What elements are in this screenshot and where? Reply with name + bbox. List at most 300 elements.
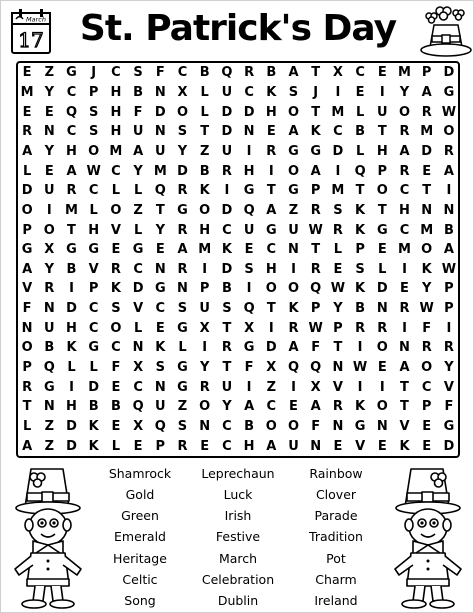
grid-letter[interactable]: I [202,340,208,356]
grid-letter[interactable]: A [310,163,321,179]
grid-letter[interactable]: C [399,222,410,238]
grid-letter[interactable]: N [332,419,344,435]
grid-letter[interactable]: V [22,281,33,297]
grid-letter[interactable]: K [221,242,232,258]
grid-letter[interactable]: F [111,360,121,376]
grid-letter[interactable]: R [310,261,321,277]
grid-letter[interactable]: U [199,301,210,317]
grid-letter[interactable]: O [398,104,411,120]
grid-letter[interactable]: K [88,419,99,435]
grid-letter[interactable]: O [265,281,277,297]
grid-letter[interactable]: X [332,65,343,81]
grid-letter[interactable]: T [67,222,76,238]
grid-letter[interactable]: O [110,202,122,218]
grid-letter[interactable]: U [132,124,144,140]
grid-letter[interactable]: R [110,261,121,277]
grid-letter[interactable]: J [313,84,319,100]
grid-letter[interactable]: U [44,183,55,199]
grid-letter[interactable]: X [310,379,321,395]
grid-letter[interactable]: X [266,360,277,376]
grid-letter[interactable]: S [355,261,365,277]
grid-letter[interactable]: R [221,163,232,179]
grid-letter[interactable]: N [43,399,55,415]
grid-letter[interactable]: R [66,183,77,199]
grid-letter[interactable]: I [246,379,252,395]
grid-letter[interactable]: B [199,65,210,81]
grid-letter[interactable]: H [265,261,277,277]
grid-letter[interactable]: M [198,242,212,258]
grid-letter[interactable]: K [355,281,366,297]
grid-letter[interactable]: I [357,340,363,356]
grid-letter[interactable]: N [376,419,388,435]
grid-letter[interactable]: Z [133,202,143,218]
grid-letter[interactable]: S [177,301,188,317]
grid-letter[interactable]: L [22,163,32,179]
grid-letter[interactable]: N [376,301,388,317]
grid-letter[interactable]: A [22,261,33,277]
grid-letter[interactable]: K [399,438,410,454]
grid-letter[interactable]: F [311,419,321,435]
grid-letter[interactable]: Z [288,202,299,218]
grid-letter[interactable]: G [288,143,299,159]
grid-letter[interactable]: R [266,143,277,159]
grid-letter[interactable]: S [177,124,188,140]
grid-letter[interactable]: Y [177,143,188,159]
grid-letter[interactable]: C [266,242,277,258]
grid-letter[interactable]: U [288,222,299,238]
grid-letter[interactable]: I [402,261,407,277]
grid-letter[interactable]: Y [44,261,54,277]
grid-letter[interactable]: I [69,281,74,297]
grid-letter[interactable]: R [288,320,299,336]
grid-letter[interactable]: D [132,281,144,297]
grid-letter[interactable]: H [66,399,77,415]
grid-letter[interactable]: U [288,438,299,454]
grid-letter[interactable]: C [88,183,99,199]
grid-letter[interactable]: A [22,143,33,159]
grid-letter[interactable]: R [22,379,33,395]
grid-letter[interactable]: L [89,360,98,376]
grid-letter[interactable]: S [111,301,121,317]
grid-letter[interactable]: H [243,163,255,179]
grid-letter[interactable]: K [88,438,99,454]
grid-letter[interactable]: E [400,281,409,297]
grid-letter[interactable]: H [88,222,100,238]
grid-letter[interactable]: N [399,340,410,356]
grid-letter[interactable]: I [402,320,407,336]
grid-letter[interactable]: Y [333,301,343,317]
grid-letter[interactable]: T [377,124,387,140]
grid-letter[interactable]: O [443,124,455,140]
grid-letter[interactable]: B [199,163,210,179]
grid-letter[interactable]: K [155,340,166,356]
grid-letter[interactable]: T [400,399,409,415]
grid-letter[interactable]: C [66,84,77,100]
grid-letter[interactable]: N [199,419,211,435]
grid-letter[interactable]: O [421,242,433,258]
grid-letter[interactable]: E [111,242,121,258]
grid-letter[interactable]: L [355,143,365,159]
grid-letter[interactable]: P [88,281,99,297]
grid-letter[interactable]: D [421,143,433,159]
grid-letter[interactable]: C [399,183,410,199]
grid-letter[interactable]: G [66,65,77,81]
grid-letter[interactable]: O [376,399,388,415]
grid-letter[interactable]: G [443,84,455,100]
grid-letter[interactable]: Y [421,281,432,297]
grid-letter[interactable]: E [133,438,143,454]
grid-letter[interactable]: V [133,301,144,317]
grid-letter[interactable]: Q [154,419,166,435]
grid-letter[interactable]: A [266,202,277,218]
grid-letter[interactable]: P [421,65,432,81]
grid-letter[interactable]: Q [243,202,255,218]
grid-letter[interactable]: Q [132,399,144,415]
grid-letter[interactable]: C [244,84,254,100]
grid-letter[interactable]: S [222,301,232,317]
grid-letter[interactable]: N [154,124,166,140]
grid-letter[interactable]: P [444,301,454,317]
grid-letter[interactable]: P [355,242,365,258]
grid-letter[interactable]: I [379,379,385,395]
grid-letter[interactable]: J [91,65,97,81]
grid-letter[interactable]: E [377,65,387,81]
grid-letter[interactable]: C [222,438,232,454]
grid-letter[interactable]: O [21,340,33,356]
grid-letter[interactable]: Q [65,104,78,120]
grid-letter[interactable]: I [268,320,274,336]
grid-letter[interactable]: G [132,242,144,258]
grid-letter[interactable]: C [355,65,365,81]
grid-letter[interactable]: K [310,124,321,140]
grid-letter[interactable]: G [354,419,366,435]
grid-letter[interactable]: I [335,84,341,100]
grid-letter[interactable]: C [222,222,232,238]
grid-letter[interactable]: H [110,84,122,100]
grid-letter[interactable]: W [441,104,457,120]
grid-letter[interactable]: Y [133,163,143,179]
grid-letter[interactable]: E [377,438,387,454]
grid-letter[interactable]: L [22,419,32,435]
grid-letter[interactable]: C [133,379,143,395]
grid-letter[interactable]: P [444,281,454,297]
grid-letter[interactable]: Z [177,399,188,415]
grid-letter[interactable]: K [421,261,432,277]
grid-letter[interactable]: A [288,65,299,81]
grid-letter[interactable]: T [311,65,321,81]
grid-letter[interactable]: N [132,340,144,356]
grid-letter[interactable]: R [244,65,255,81]
grid-letter[interactable]: T [155,202,165,218]
grid-letter[interactable]: Y [399,84,410,100]
grid-letter[interactable]: Z [199,143,210,159]
grid-letter[interactable]: E [377,242,387,258]
grid-letter[interactable]: O [21,202,33,218]
grid-letter[interactable]: I [379,84,385,100]
grid-letter[interactable]: C [155,301,166,317]
grid-letter[interactable]: C [222,419,232,435]
grid-letter[interactable]: V [399,419,410,435]
grid-letter[interactable]: F [155,65,165,81]
grid-letter[interactable]: L [355,104,365,120]
grid-letter[interactable]: D [443,65,455,81]
grid-letter[interactable]: A [310,399,321,415]
grid-letter[interactable]: D [332,143,344,159]
grid-letter[interactable]: D [221,202,233,218]
grid-letter[interactable]: D [221,261,233,277]
grid-letter[interactable]: O [376,340,388,356]
grid-letter[interactable]: F [444,399,454,415]
grid-letter[interactable]: T [333,340,343,356]
grid-letter[interactable]: D [21,183,33,199]
grid-letter[interactable]: T [200,124,210,140]
grid-letter[interactable]: B [66,261,77,277]
grid-letter[interactable]: H [66,320,77,336]
grid-letter[interactable]: F [311,340,321,356]
grid-letter[interactable]: I [446,183,452,199]
grid-letter[interactable]: L [200,104,209,120]
grid-letter[interactable]: B [133,84,144,100]
grid-letter[interactable]: M [331,183,345,199]
grid-letter[interactable]: G [21,242,33,258]
grid-letter[interactable]: G [88,340,100,356]
grid-letter[interactable]: M [20,84,34,100]
grid-letter[interactable]: X [44,242,55,258]
grid-letter[interactable]: O [287,163,300,179]
grid-letter[interactable]: Y [155,222,165,238]
grid-letter[interactable]: A [288,124,299,140]
grid-letter[interactable]: D [177,163,188,179]
grid-letter[interactable]: A [443,242,454,258]
grid-letter[interactable]: M [398,65,411,81]
grid-letter[interactable]: N [310,438,322,454]
grid-letter[interactable]: E [244,242,254,258]
grid-letter[interactable]: D [66,438,77,454]
grid-letter[interactable]: Q [43,360,55,376]
grid-letter[interactable]: O [287,419,300,435]
grid-letter[interactable]: O [287,281,300,297]
grid-letter[interactable]: H [243,438,255,454]
grid-letter[interactable]: C [133,261,143,277]
grid-letter[interactable]: R [22,124,33,140]
grid-letter[interactable]: E [355,84,365,100]
grid-letter[interactable]: E [111,419,121,435]
grid-letter[interactable]: B [244,419,255,435]
grid-letter[interactable]: B [355,124,366,140]
grid-letter[interactable]: C [421,379,432,395]
grid-letter[interactable]: Y [444,360,454,376]
grid-letter[interactable]: Q [310,360,322,376]
grid-letter[interactable]: P [22,360,32,376]
grid-letter[interactable]: T [311,104,321,120]
grid-letter[interactable]: S [89,124,99,140]
grid-letter[interactable]: U [221,379,233,395]
grid-letter[interactable]: D [154,104,166,120]
grid-letter[interactable]: D [243,104,255,120]
grid-letter[interactable]: L [178,340,187,356]
grid-letter[interactable]: G [310,143,322,159]
grid-letter[interactable]: P [199,281,210,297]
grid-letter[interactable]: L [133,222,143,238]
grid-letter[interactable]: W [308,320,323,336]
grid-letter[interactable]: I [446,320,452,336]
grid-letter[interactable]: M [153,163,167,179]
grid-letter[interactable]: G [43,379,55,395]
grid-letter[interactable]: S [155,360,165,376]
grid-letter[interactable]: P [333,320,343,336]
grid-letter[interactable]: B [355,301,366,317]
grid-letter[interactable]: L [67,360,76,376]
grid-letter[interactable]: I [224,183,230,199]
grid-letter[interactable]: B [443,222,454,238]
grid-letter[interactable]: I [335,163,341,179]
grid-letter[interactable]: I [246,143,252,159]
grid-letter[interactable]: T [422,183,432,199]
grid-letter[interactable]: G [177,202,188,218]
grid-letter[interactable]: G [66,242,77,258]
grid-letter[interactable]: N [243,124,255,140]
grid-letter[interactable]: R [443,143,454,159]
grid-letter[interactable]: D [66,301,77,317]
grid-letter[interactable]: G [243,340,255,356]
grid-letter[interactable]: R [377,320,388,336]
grid-letter[interactable]: E [377,360,387,376]
grid-letter[interactable]: S [288,84,299,100]
grid-letter[interactable]: M [109,143,123,159]
grid-letter[interactable]: U [221,143,233,159]
grid-letter[interactable]: B [88,399,99,415]
grid-letter[interactable]: I [291,379,296,395]
grid-letter[interactable]: R [421,104,432,120]
grid-letter[interactable]: Y [44,143,54,159]
grid-letter[interactable]: E [200,438,210,454]
grid-letter[interactable]: K [355,222,366,238]
grid-letter[interactable]: N [154,261,166,277]
grid-letter[interactable]: E [333,438,343,454]
grid-letter[interactable]: W [308,222,323,238]
grid-letter[interactable]: D [221,104,233,120]
grid-letter[interactable]: D [265,340,277,356]
grid-letter[interactable]: Q [354,163,366,179]
grid-letter[interactable]: G [88,242,100,258]
grid-letter[interactable]: S [177,419,188,435]
grid-letter[interactable]: R [355,320,366,336]
grid-letter[interactable]: E [111,379,121,395]
grid-letter[interactable]: A [266,438,277,454]
grid-letter[interactable]: S [133,65,143,81]
grid-letter[interactable]: O [199,399,211,415]
grid-letter[interactable]: E [422,438,432,454]
grid-letter[interactable]: E [22,104,32,120]
grid-letter[interactable]: R [399,124,410,140]
grid-letter[interactable]: R [332,399,343,415]
grid-letter[interactable]: R [44,281,55,297]
grid-letter[interactable]: I [291,261,296,277]
grid-letter[interactable]: R [177,438,188,454]
grid-letter[interactable]: V [332,379,343,395]
grid-letter[interactable]: D [221,124,233,140]
grid-letter[interactable]: C [266,399,277,415]
grid-letter[interactable]: T [311,242,321,258]
grid-letter[interactable]: H [376,143,388,159]
grid-letter[interactable]: X [199,320,210,336]
grid-letter[interactable]: O [287,104,300,120]
grid-letter[interactable]: C [111,340,121,356]
grid-letter[interactable]: H [399,202,410,218]
grid-letter[interactable]: T [222,320,232,336]
grid-letter[interactable]: K [355,399,366,415]
grid-letter[interactable]: C [88,301,99,317]
grid-letter[interactable]: N [21,320,33,336]
grid-letter[interactable]: T [355,183,365,199]
grid-letter[interactable]: I [357,379,363,395]
grid-letter[interactable]: L [378,261,387,277]
grid-letter[interactable]: G [177,379,188,395]
grid-letter[interactable]: R [310,202,321,218]
grid-letter[interactable]: A [443,163,454,179]
grid-letter[interactable]: N [154,84,166,100]
grid-letter[interactable]: U [155,143,166,159]
grid-letter[interactable]: P [310,301,321,317]
grid-letter[interactable]: D [88,379,100,395]
grid-letter[interactable]: D [66,419,77,435]
grid-letter[interactable]: U [221,84,233,100]
grid-letter[interactable]: R [199,379,210,395]
grid-letter[interactable]: T [266,183,276,199]
grid-letter[interactable]: U [377,104,388,120]
grid-letter[interactable]: N [177,281,188,297]
grid-letter[interactable]: O [421,360,433,376]
grid-letter[interactable]: N [332,360,344,376]
grid-letter[interactable]: K [199,183,210,199]
grid-letter[interactable]: T [266,301,276,317]
grid-letter[interactable]: K [266,84,277,100]
grid-letter[interactable]: P [22,222,32,238]
grid-letter[interactable]: V [110,222,121,238]
grid-letter[interactable]: R [421,340,432,356]
grid-letter[interactable]: G [376,222,388,238]
grid-letter[interactable]: S [244,261,254,277]
grid-letter[interactable]: T [377,202,387,218]
grid-letter[interactable]: I [202,261,208,277]
grid-letter[interactable]: H [66,143,77,159]
grid-letter[interactable]: V [355,438,366,454]
grid-letter[interactable]: R [177,222,188,238]
grid-letter[interactable]: R [177,183,188,199]
grid-letter[interactable]: K [66,340,77,356]
grid-letter[interactable]: K [355,202,366,218]
grid-letter[interactable]: R [177,261,188,277]
grid-letter[interactable]: G [443,419,455,435]
grid-letter[interactable]: S [89,104,99,120]
grid-letter[interactable]: B [266,65,277,81]
grid-letter[interactable]: Z [44,419,54,435]
grid-letter[interactable]: O [88,143,100,159]
grid-letter[interactable]: R [399,163,410,179]
grid-letter[interactable]: A [399,360,410,376]
grid-letter[interactable]: Q [287,360,300,376]
grid-letter[interactable]: R [443,340,454,356]
grid-letter[interactable]: S [333,202,343,218]
grid-letter[interactable]: G [288,183,299,199]
grid-letter[interactable]: Q [243,301,255,317]
grid-letter[interactable]: N [43,301,55,317]
grid-letter[interactable]: O [199,202,211,218]
grid-letter[interactable]: M [420,124,434,140]
grid-letter[interactable]: V [443,379,454,395]
grid-letter[interactable]: T [222,360,232,376]
grid-letter[interactable]: T [22,399,32,415]
